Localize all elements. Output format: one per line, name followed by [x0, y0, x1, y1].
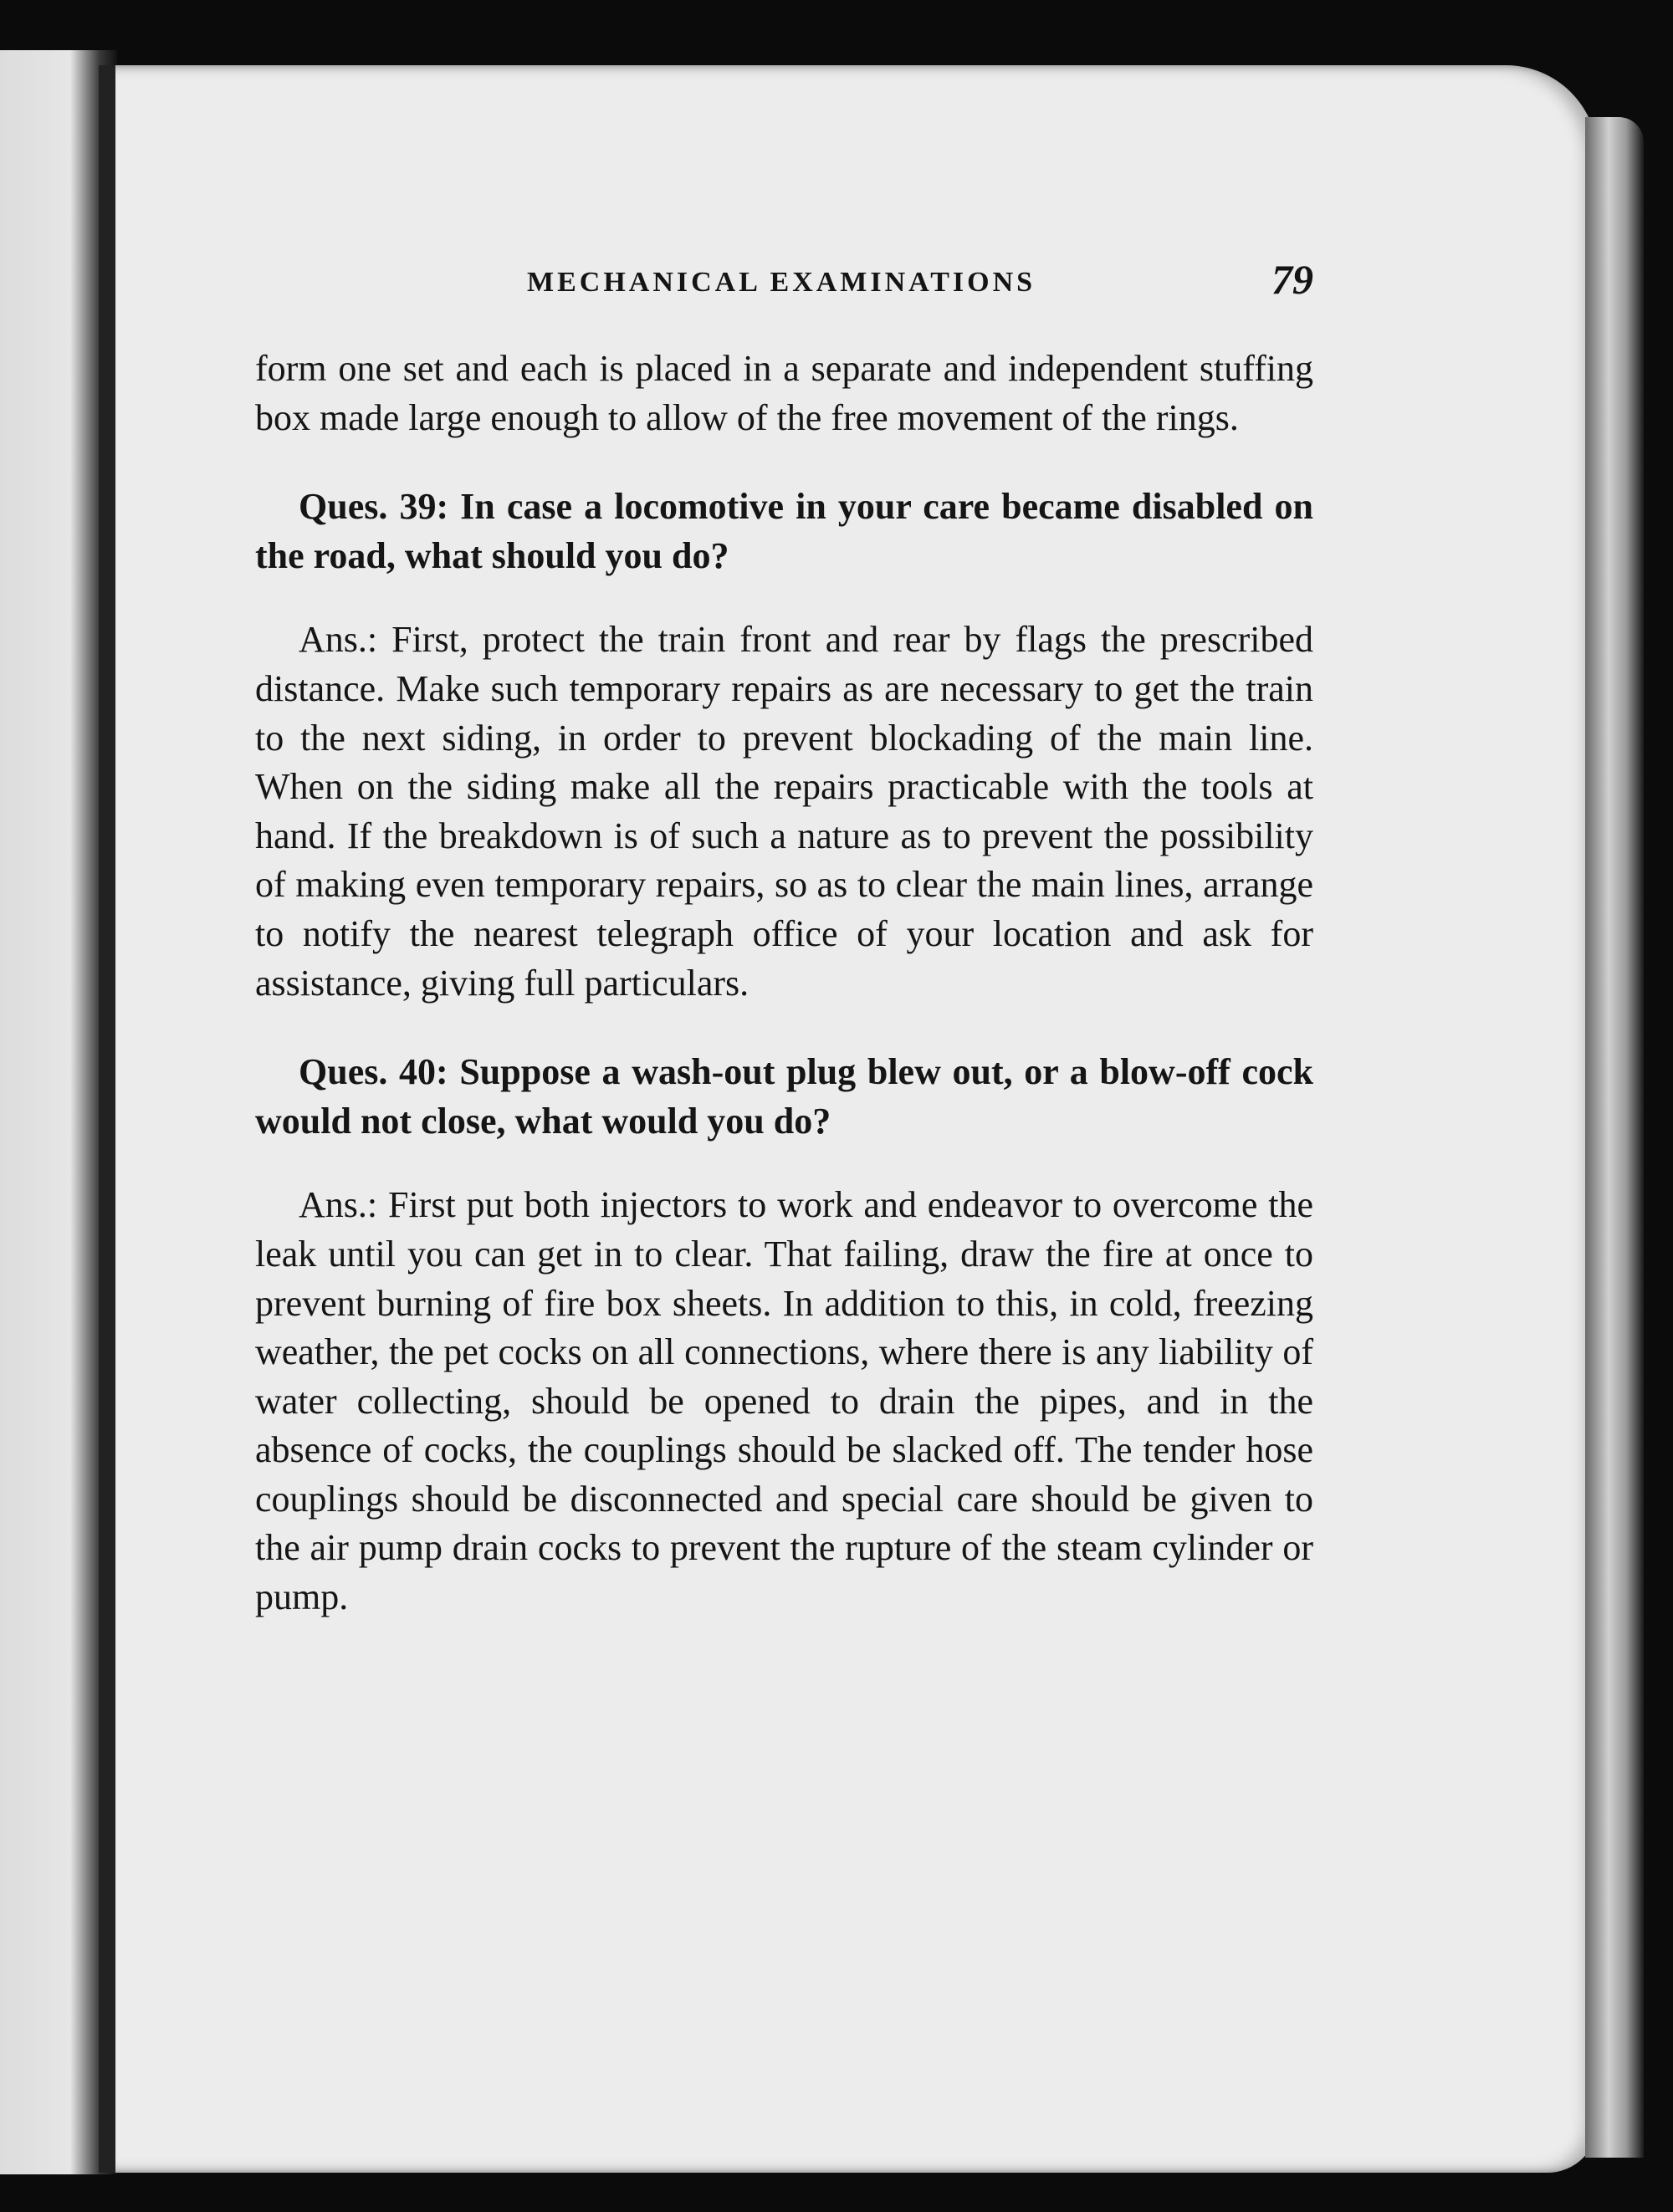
- page-body: [255, 345, 1313, 1622]
- binding-shadow: [99, 65, 115, 2173]
- question-40: Ques. 40: Suppose a wash-out plug blew out, or a blow-off cock would not close, what would you do?: [255, 1051, 1313, 1142]
- page-number: 79: [1271, 256, 1313, 303]
- question-39: Ques. 39: In case a locomotive in your care became disabled on the road, what should you do?: [255, 486, 1313, 576]
- running-title: MECHANICAL EXAMINATIONS: [527, 267, 1036, 298]
- answer-40: Ans.: First put both injectors to work and endeavor to overcome the leak until you can get in to clear. That failing, draw the fire at once to prevent burning of fire box sheets. In addition to this, in cold, freezing weather, the pet cocks on all connections, where there is any liability of water collecting, should be opened to drain the pipes, and in the absence of cocks, the couplings should be slacked off. The tender hose couplings should be disconnected and special care should be given to the air pump drain cocks to prevent the rupture of the steam cylinder or pump.: [255, 1184, 1313, 1618]
- page-stack-edge: [1585, 117, 1644, 2158]
- continuation-paragraph: form one set and each is placed in a separate and independent stuffing box made large enough to allow of the free movement of the rings.: [255, 348, 1313, 438]
- running-head: [259, 255, 1313, 314]
- answer-39: Ans.: First, protect the train front and rear by flags the prescribed distance. Make such temporary repairs as are necessary to get the train to the next siding, in order to prevent blockading of the main line. When on the siding make all the repairs practicable with the tools at hand. If the breakdown is of such a nature as to prevent the possibility of making even temporary repairs, so as to clear the main lines, arrange to notify the nearest telegraph office of your location and ask for assistance, giving full particulars.: [255, 619, 1313, 1004]
